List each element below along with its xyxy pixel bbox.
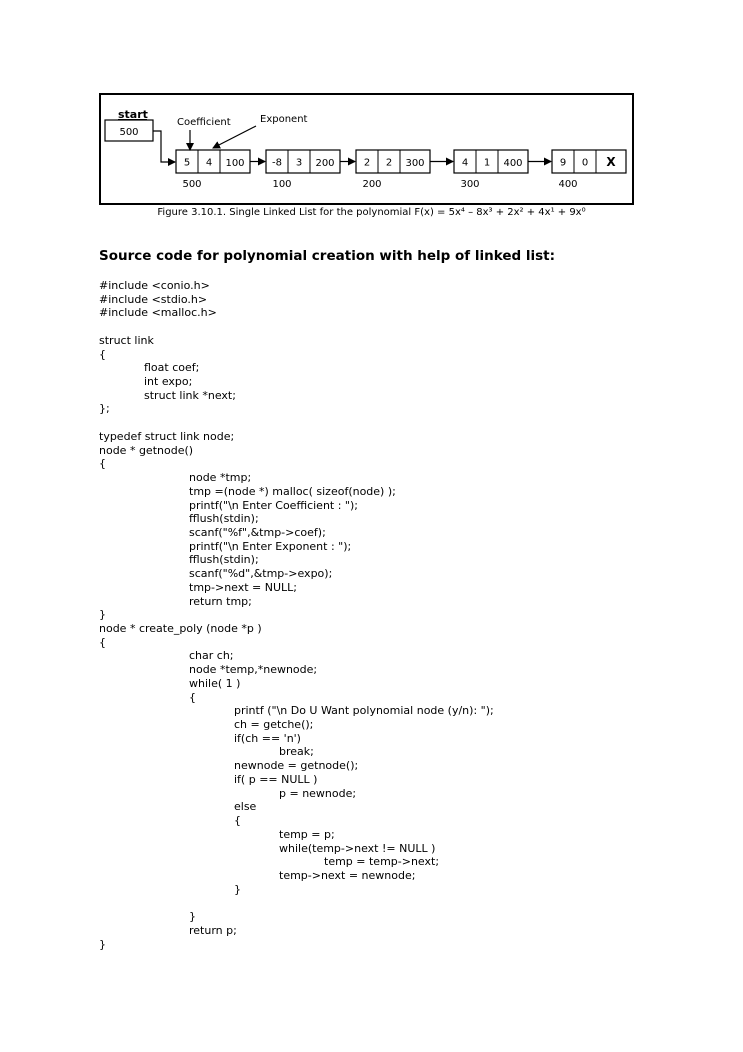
start-arrow [153,131,175,162]
code-line: node *tmp; [189,471,252,485]
code-line: node * getnode() [99,443,194,457]
list-nodes [176,150,626,190]
code-line: temp = p; [279,827,335,841]
node-next-address: 300 [405,158,425,169]
node-exponent: 3 [295,157,303,169]
null-marker: X [606,155,616,169]
node-address: 500 [182,179,202,190]
code-line: struct link *next; [144,388,236,402]
node-coefficient: 9 [559,157,567,169]
code-line: } [234,882,241,896]
code-line: } [189,910,196,924]
code-line: #include <stdio.h> [99,292,208,306]
node-coefficient: 2 [363,157,371,169]
exponent-pointer [213,126,256,148]
code-line: tmp->next = NULL; [189,580,298,594]
code-line: node * create_poly (node *p ) [99,622,262,635]
code-line: }; [99,402,110,416]
code-line: else [234,800,257,814]
node-exponent: 2 [385,157,393,169]
node-exponent: 0 [581,157,589,169]
node-coefficient: 5 [183,157,191,169]
exponent-label: Exponent [260,114,308,125]
code-line: p = newnode; [279,786,357,800]
code-line: { [99,347,106,361]
code-line: { [234,814,241,828]
code-line: } [99,937,106,951]
node-address: 100 [272,179,292,190]
code-line: tmp =(node *) malloc( sizeof(node) ); [189,484,396,498]
code-line: temp->next = newnode; [279,868,416,882]
code-line: fflush(stdin); [189,553,259,567]
node-address: 400 [558,179,578,190]
code-line: break; [279,745,314,759]
code-line: if(ch == 'n') [234,731,301,745]
code-line: char ch; [189,649,234,663]
code-line: while( 1 ) [189,676,241,690]
code-line: int expo; [144,375,193,389]
start-label: start [118,108,148,121]
code-line: float coef; [144,361,200,375]
node-next-address: 200 [315,158,335,169]
code-line: #include <conio.h> [99,279,210,292]
code-line: { [99,635,106,649]
code-line: scanf("%d",&tmp->expo); [189,567,333,581]
code-line: newnode = getnode(); [234,759,359,773]
code-line: typedef struct link node; [99,429,235,443]
linked-list-figure [0,0,743,210]
node-address: 200 [362,179,382,190]
code-line: struct link [99,333,154,347]
code-line: node *temp,*newnode; [189,663,318,677]
node-coefficient: -8 [272,157,282,169]
code-line: printf("\n Enter Coefficient : "); [189,498,358,512]
code-line: printf("\n Enter Exponent : "); [189,539,352,553]
node-exponent: 4 [205,157,213,169]
code-line: while(temp->next != NULL ) [279,841,436,855]
node-coefficient: 4 [461,157,469,169]
code-line: { [99,457,106,471]
section-heading: Source code for polynomial creation with help of linked list: [99,248,556,264]
figure-caption: Figure 3.10.1. Single Linked List for the polynomial F(x) = 5x⁴ – 8x³ + 2x² + 4x¹ + 9x⁰ [157,207,586,218]
code-line: ch = getche(); [234,718,314,732]
code-line: temp = temp->next; [324,855,440,869]
code-line: scanf("%f",&tmp->coef); [189,525,326,539]
code-line: printf ("\n Do U Want polynomial node (y/n): "); [234,704,494,718]
code-line: #include <malloc.h> [99,306,217,320]
code-line: } [99,608,106,622]
code-line: { [189,690,196,704]
coefficient-label: Coefficient [177,117,231,128]
code-line: return p; [189,923,237,937]
code-line: return tmp; [189,594,252,608]
node-address: 300 [460,179,480,190]
code-line: if( p == NULL ) [234,772,318,786]
node-next-address: 100 [225,158,245,169]
node-next-address: 400 [503,158,523,169]
node-exponent: 1 [483,157,491,169]
code-line: fflush(stdin); [189,512,259,526]
start-value: 500 [119,127,139,138]
